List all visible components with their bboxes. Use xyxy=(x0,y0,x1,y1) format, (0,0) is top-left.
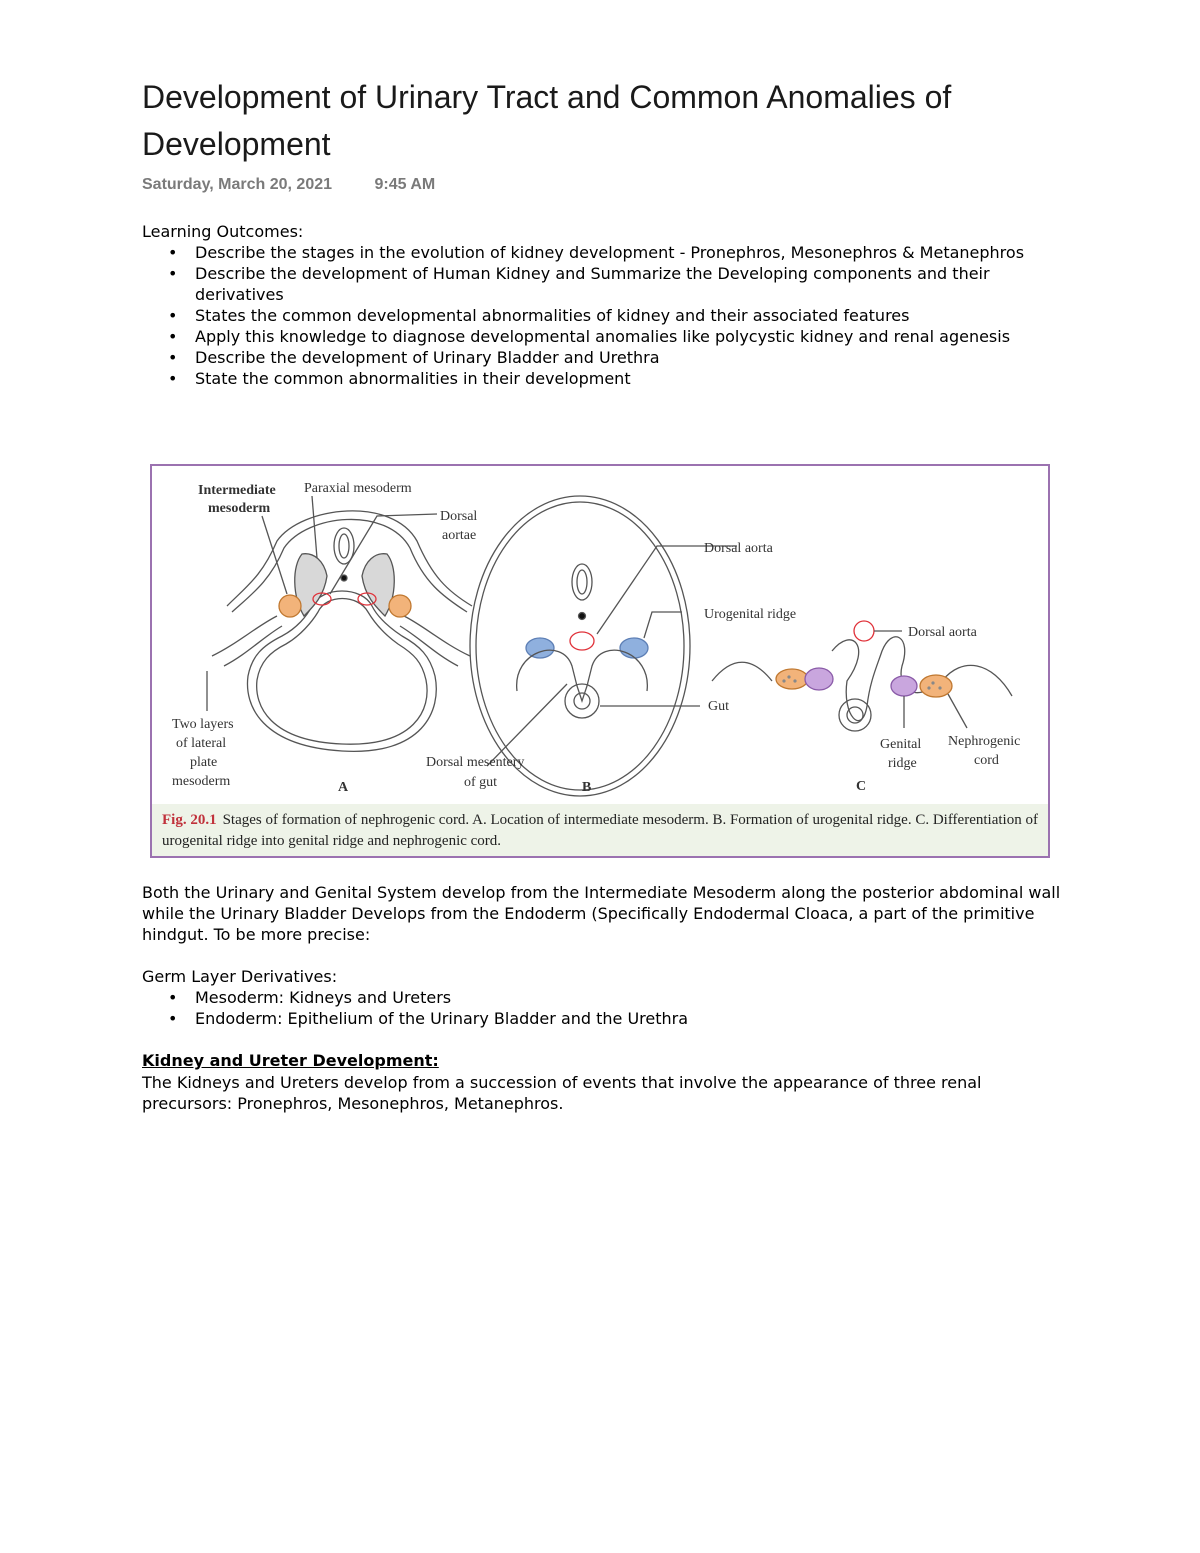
intermediate-mesoderm-left xyxy=(279,595,301,617)
paragraph-germ-intro: Both the Urinary and Genital System develop from the Intermediate Mesoderm along the posterior abdominal wall while the Urinary Bladder Develops from the Endoderm (Specifically Endodermal Cloaca, a part of the primitive hindgut. To be more precise: xyxy=(142,883,1061,944)
list-item: • States the common developmental abnormalities of kidney and their associated features xyxy=(142,305,1062,326)
intermediate-mesoderm-right xyxy=(389,595,411,617)
list-item: • Endoderm: Epithelium of the Urinary Bladder and the Urethra xyxy=(142,1008,1062,1029)
note-time: 9:45 AM xyxy=(374,176,436,193)
notochord xyxy=(341,575,347,581)
learning-outcomes-label: Learning Outcomes: xyxy=(142,222,304,241)
dorsal-aorta-c xyxy=(854,621,874,641)
list-item: • Mesoderm: Kidneys and Ureters xyxy=(142,987,1062,1008)
germ-layer-list xyxy=(142,987,1062,1029)
section-heading-kidney: Kidney and Ureter Development: xyxy=(142,1051,439,1070)
genital-ridge-right xyxy=(891,676,917,696)
note-date: Saturday, March 20, 2021 xyxy=(142,176,333,193)
paragraph-kidney: The Kidneys and Ureters develop from a succession of events that involve the appearance of three renal precursors: Pronephros, Mesonephros, Metanephros. xyxy=(142,1073,982,1113)
label-two-layers-3: plate xyxy=(190,755,218,770)
list-item: • Describe the development of Urinary Bladder and Urethra xyxy=(142,347,1062,368)
figure-caption-text: Stages of formation of nephrogenic cord. A. Location of intermediate mesoderm. B. Formation of urogenital ridge. C. Differentiation of urogenital ridge into genital ridge and nephrogenic cord. xyxy=(162,812,1038,849)
label-dorsal-aorta-c: Dorsal aorta xyxy=(908,625,977,640)
leader-dorsal-mesentery xyxy=(487,684,567,766)
figure-diagram xyxy=(152,466,1048,804)
nephrogenic-cord-left xyxy=(776,669,808,689)
label-dorsal-mesentery-1: Dorsal mesentery xyxy=(426,755,525,770)
figure-number: Fig. 20.1 xyxy=(162,812,217,828)
note-meta xyxy=(142,176,435,194)
label-urogenital-ridge: Urogenital ridge xyxy=(704,607,797,622)
gut-c xyxy=(839,699,871,731)
dorsal-aorta-b xyxy=(570,632,594,650)
panel-c-outline xyxy=(712,637,1012,721)
nephrogenic-cord-right xyxy=(920,675,952,697)
germ-layer-label: Germ Layer Derivatives: xyxy=(142,967,338,986)
label-genital-ridge-1: Genital xyxy=(880,737,922,752)
label-dorsal-mesentery-2: of gut xyxy=(464,775,498,790)
leader-intermediate xyxy=(262,516,287,594)
label-dorsal-aortae-1: Dorsal xyxy=(440,509,478,524)
urogenital-ridge-left xyxy=(526,638,554,658)
genital-ridge-left xyxy=(805,668,833,690)
page-title: Development of Urinary Tract and Common Anomalies of Development xyxy=(142,79,952,162)
list-item: • Describe the development of Human Kidney and Summarize the Developing components and their derivatives xyxy=(142,263,1062,305)
label-dorsal-aortae-2: aortae xyxy=(442,528,477,543)
figure-caption xyxy=(152,804,1048,856)
leader-urogenital xyxy=(644,612,682,638)
label-panel-a: A xyxy=(338,780,349,795)
list-item: • Describe the stages in the evolution of kidney development - Pronephros, Mesonephros & Metanephros xyxy=(142,242,1062,263)
panel-b-embryo xyxy=(470,496,690,796)
urogenital-ridge-right xyxy=(620,638,648,658)
figure-nephrogenic-cord xyxy=(150,464,1050,858)
learning-outcomes-list xyxy=(142,242,1062,389)
label-panel-b: B xyxy=(582,780,592,795)
label-two-layers-2: of lateral xyxy=(176,736,227,751)
label-two-layers-4: mesoderm xyxy=(172,774,231,789)
label-gut: Gut xyxy=(708,699,729,714)
list-item: • State the common abnormalities in their development xyxy=(142,368,1062,389)
label-nephrogenic-1: Nephrogenic xyxy=(948,734,1021,749)
label-panel-c: C xyxy=(856,779,867,794)
panel-a-embryo xyxy=(212,511,472,751)
label-dorsal-aorta-b: Dorsal aorta xyxy=(704,541,773,556)
label-genital-ridge-2: ridge xyxy=(888,756,917,771)
label-intermediate-1: Intermediate xyxy=(198,483,276,498)
label-paraxial: Paraxial mesoderm xyxy=(304,481,412,496)
label-nephrogenic-2: cord xyxy=(974,753,999,768)
label-intermediate-2: mesoderm xyxy=(208,501,271,516)
label-two-layers-1: Two layers xyxy=(172,717,234,732)
list-item: • Apply this knowledge to diagnose developmental anomalies like polycystic kidney and renal agenesis xyxy=(142,326,1062,347)
leader-nephrogenic xyxy=(948,694,967,728)
